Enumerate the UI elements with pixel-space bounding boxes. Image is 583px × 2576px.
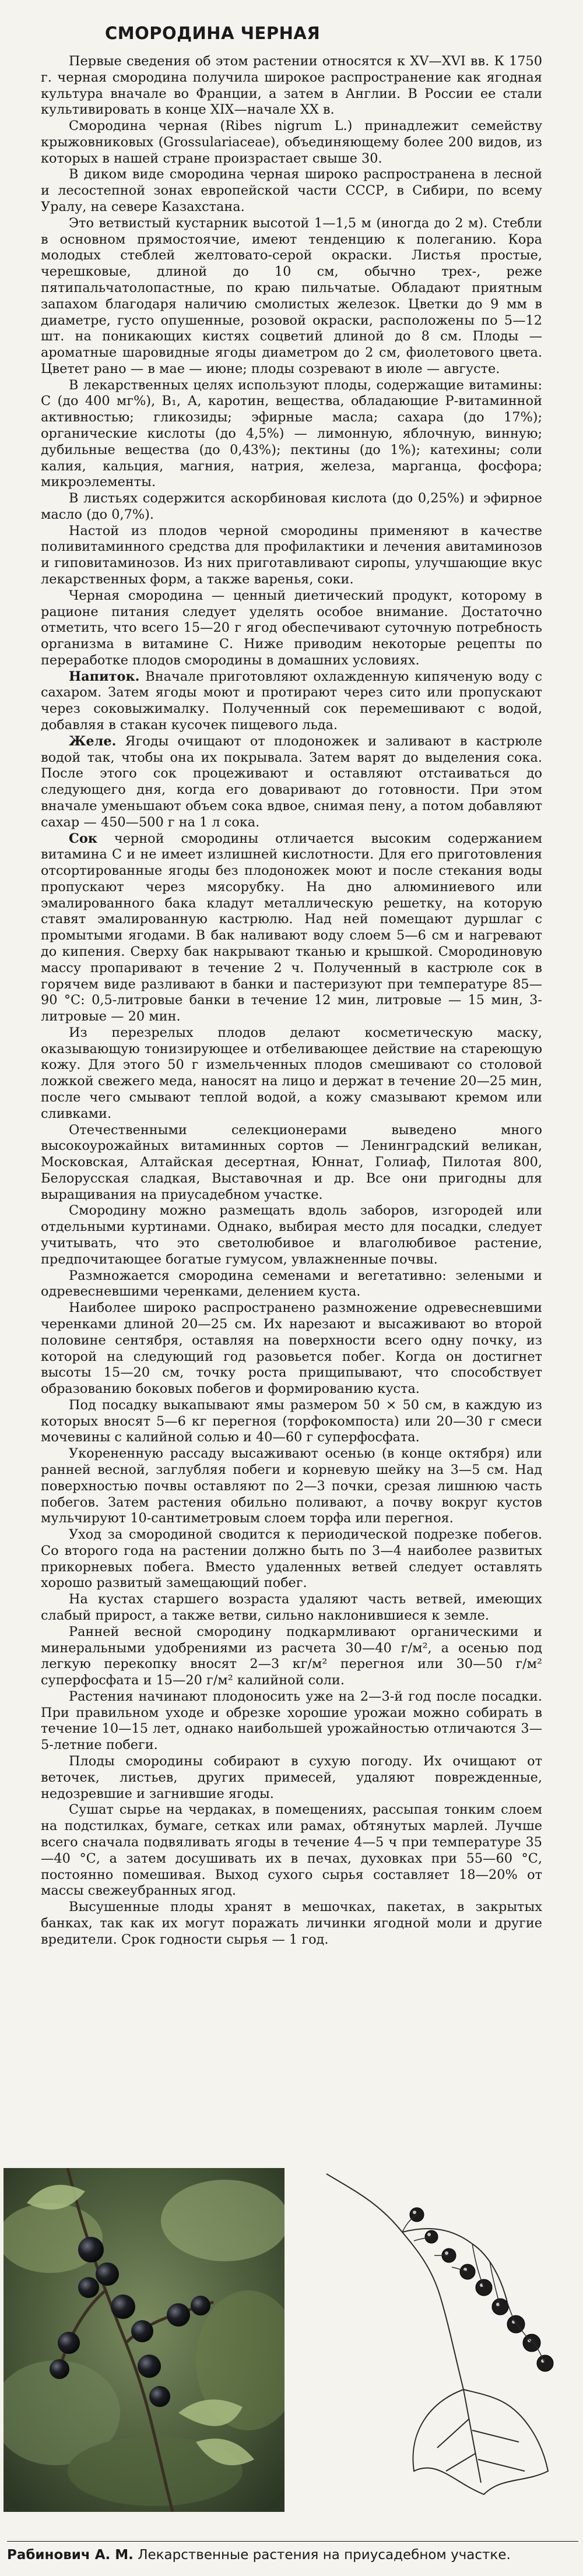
blackcurrant-photo-image	[3, 2168, 285, 2512]
paragraph: Плоды смородины собирают в сухую погоду. Их очищают от веточек, листьев, других примесей, удаляют поврежденные, недозревшие и загнившие ягоды.	[41, 1754, 542, 1801]
paragraph: Ранней весной смородину подкармливают органическими и минеральными удобрениями из расчета 30—40 г/м², а осенью под легкую перекопку вносят 2—3 кг/м² перегноя или 30—50 г/м² суперфосфата и 15—20 г/м² калийной соли.	[41, 1624, 542, 1688]
runin-heading: Сок	[69, 830, 97, 846]
runin-heading: Желе.	[69, 733, 117, 749]
paragraph: Настой из плодов черной смородины применяют в качестве поливитаминного средства для профилактики и лечения авитаминозов и гиповитаминозов. Из них приготавливают сиропы, улучшающие вкус лекарственных форм, а также варенья, соки.	[41, 523, 542, 587]
source-title: Лекарственные растения на приусадебном участке.	[138, 2547, 511, 2563]
paragraph-jelly: Желе. Ягоды очищают от плодоножек и заливают в кастрюле водой так, чтобы она их покрывала. Затем варят до выделения сока. После этого сок процеживают и оставляют отстаиваться до следующего дня, когда его доваривают до готовности. При этом вначале уменьшают объем сока вдвое, снимая пену, а потом добавляют сахар — 450—500 г на 1 л сока.	[41, 733, 542, 830]
paragraph: В диком виде смородина черная широко распространена в лесной и лесостепной зонах европейской части СССР, в Сибири, по всему Уралу, на севере Казахстана.	[41, 167, 542, 215]
paragraph: Укорененную рассаду высаживают осенью (в конце октября) или ранней весной, заглубляя побеги и корневую шейку на 3—5 см. Над поверхностью почвы оставляют по 2—3 почки, срезая лишнюю часть побегов. Затем растения обильно поливают, а почву вокруг кустов мульчируют 10-сантиметровым слоем торфа или перегноя.	[41, 1446, 542, 1526]
paragraph-drink: Напиток. Вначале приготовляют охлажденную кипяченую воду с сахаром. Затем ягоды моют и протирают через сито или пропускают через соковыжималку. Полученный сок перемешивают с водой, добавляя в стакан кусочек пищевого льда.	[41, 668, 543, 733]
paragraph: Размножается смородина семенами и вегетативно: зелеными и одревесневшими черенками, делением куста.	[41, 1268, 542, 1300]
blackcurrant-branch-drawing	[315, 2168, 571, 2512]
paragraph: Наиболее широко распространено размножение одревесневшими черенками длиной 20—25 см. Их нарезают и высаживают во второй половине сентября, оставляя на поверхности всего одну почку, из которой на следующий год разовьется побег. Когда он достигнет высоты 15—20 см, точку роста прищипывают, что способствует образованию боковых побегов и формированию куста.	[41, 1300, 542, 1397]
paragraph: Высушенные плоды хранят в мешочках, пакетах, в закрытых банках, так как их могут поражать личинки ягодной моли и другие вредители. Срок годности сырья — 1 год.	[41, 1899, 542, 1947]
illustrations	[0, 2168, 583, 2518]
paragraph: Отечественными селекционерами выведено много высокоурожайных витаминных сортов — Ленинградский великан, Московская, Алтайская десертная, Юннат, Голиаф, Пилотая 800, Белорусская сладкая, Выставочная и др. Все они пригодны для выращивания на приусадебном участке.	[41, 1122, 542, 1202]
paragraph-juice: Сок черной смородины отличается высоким содержанием витамина С и не имеет излишней кислотности. Для его приготовления отсортированные ягоды без плодоножек моют и после стекания воды пропускают через мясорубку. На дно алюминиевого или эмалированного бака кладут металлическую решетку, на которую ставят эмалированную кастрюлю. Над ней помещают дуршлаг с промытыми ягодами. В бак наливают воду слоем 5—6 см и нагревают до кипения. Сверху бак накрывают тканью и крышкой. Смородиновую массу пропаривают в течение 2 ч. Полученный в кастрюле сок в горячем виде разливают в банки и пастеризуют при температуре 85—90 °С: 0,5-литровые банки в течение 12 мин, литровые — 15 мин, 3-литровые — 20 мин.	[41, 830, 542, 1025]
paragraph: В листьях содержится аскорбиновая кислота (до 0,25%) и эфирное масло (до 0,7%).	[41, 491, 542, 522]
paragraph: Смородину можно размещать вдоль заборов, изгородей или отдельными куртинами. Однако, выбирая место для посадки, следует учитывать, что это светолюбивое и влаголюбивое растение, предпочитающее богатые гумусом, увлажненные почвы.	[41, 1203, 542, 1267]
blackcurrant-photo	[3, 2168, 285, 2512]
paragraph: Растения начинают плодоносить уже на 2—3-й год после посадки. При правильном уходе и обрезке хорошие урожаи можно собирать в течение 10—15 лет, однако наибольшей урожайностью отличаются 3—5-летние побеги.	[41, 1688, 542, 1753]
paragraph: Под посадку выкапывают ямы размером 50 × 50 см, в каждую из которых вносят 5—6 кг перегноя (торфокомпоста) или 20—30 г смеси мочевины с калийной солью и 40—60 г суперфосфата.	[41, 1397, 542, 1445]
paragraph: Из перезрелых плодов делают косметическую маску, оказывающую тонизирующее и отбеливающее действие на стареющую кожу. Для этого 50 г измельченных плодов смешивают со столовой ложкой свежего меда, наносят на лицо и держат в течение 20—25 мин, после чего смывают теплой водой, а кожу смазывают кремом или сливками.	[41, 1025, 542, 1121]
blackcurrant-drawing-image	[315, 2168, 571, 2512]
paragraph: Уход за смородиной сводится к периодической подрезке побегов. Со второго года на растении должно быть по 3—4 наиболее развитых прикорневых побега. Вместо удаленных ветвей следует оставлять хорошо развитый замещающий побег.	[41, 1527, 542, 1591]
paragraph: Первые сведения об этом растении относятся к XV—XVI вв. К 1750 г. черная смородина получила широкое распространение как ягодная культура вначале во Франции, а затем в Англии. В России ее стали культивировать в конце XIX—начале XX в.	[41, 54, 542, 118]
source-author: Рабинович А. М.	[7, 2547, 134, 2563]
paragraph: Это ветвистый кустарник высотой 1—1,5 м (иногда до 2 м). Стебли в основном прямостоячие, имеют тенденцию к полеганию. Кора молодых стеблей желтовато-серой окраски. Листья простые, черешковые, длиной до 10 см, обычно трех-, реже пятипальчатолопастные, по краю пильчатые. Обладают приятным запахом благодаря наличию смолистых железок. Цветки до 9 мм в диаметре, густо опушенные, розовой окраски, расположены по 5—12 шт. на поникающих кистях соцветий длиной до 8 см. Плоды — ароматные шаровидные ягоды диаметром до 2 см, фиолетового цвета. Цветет рано — в мае — июне; плоды созревают в июле — августе.	[41, 215, 542, 376]
article-title: СМОРОДИНА ЧЕРНАЯ	[105, 23, 321, 43]
paragraph: Черная смородина — ценный диетический продукт, которому в рационе питания следует уделять особое внимание. Достаточно отметить, что всего 15—20 г ягод обеспечивают суточную потребность организма в витамине С. Ниже приводим некоторые рецепты по переработке плодов смородины в домашних условиях.	[41, 587, 542, 668]
paragraph: На кустах старшего возраста удаляют часть ветвей, имеющих слабый прирост, а также ветви, сильно наклонившиеся к земле.	[41, 1592, 542, 1623]
paragraph: Сушат сырье на чердаках, в помещениях, рассыпая тонким слоем на подстилках, бумаге, сетках или рамах, обтянутых марлей. Лучше всего сначала подвяливать ягоды в течение 4—5 ч при температуре 35—40 °С, а затем досушивать их в печах, духовках при 55—60 °С, постоянно помешивая. Выход сухого сырья составляет 18—20% от массы свежеубранных ягод.	[41, 1802, 542, 1899]
paragraph: Смородина черная (Ribes nigrum L.) принадлежит семейству крыжовниковых (Grossulariaceae), объединяющему более 200 видов, из которых в нашей стране произрастает свыше 30.	[41, 118, 542, 166]
source-citation	[7, 2541, 578, 2563]
paragraph: В лекарственных целях используют плоды, содержащие витамины: С (до 400 мг%), B₁, А, каротин, вещества, обладающие Р-витаминной активностью; гликозиды; эфирные масла; сахара (до 17%); органические кислоты (до 4,5%) — лимонную, яблочную, винную; дубильные вещества (до 0,43%); пектины (до 1%); катехины; соли калия, кальция, магния, натрия, железа, марганца, фосфора; микроэлементы.	[41, 377, 542, 490]
runin-heading: Напиток.	[69, 668, 140, 684]
article-body	[41, 54, 542, 1948]
